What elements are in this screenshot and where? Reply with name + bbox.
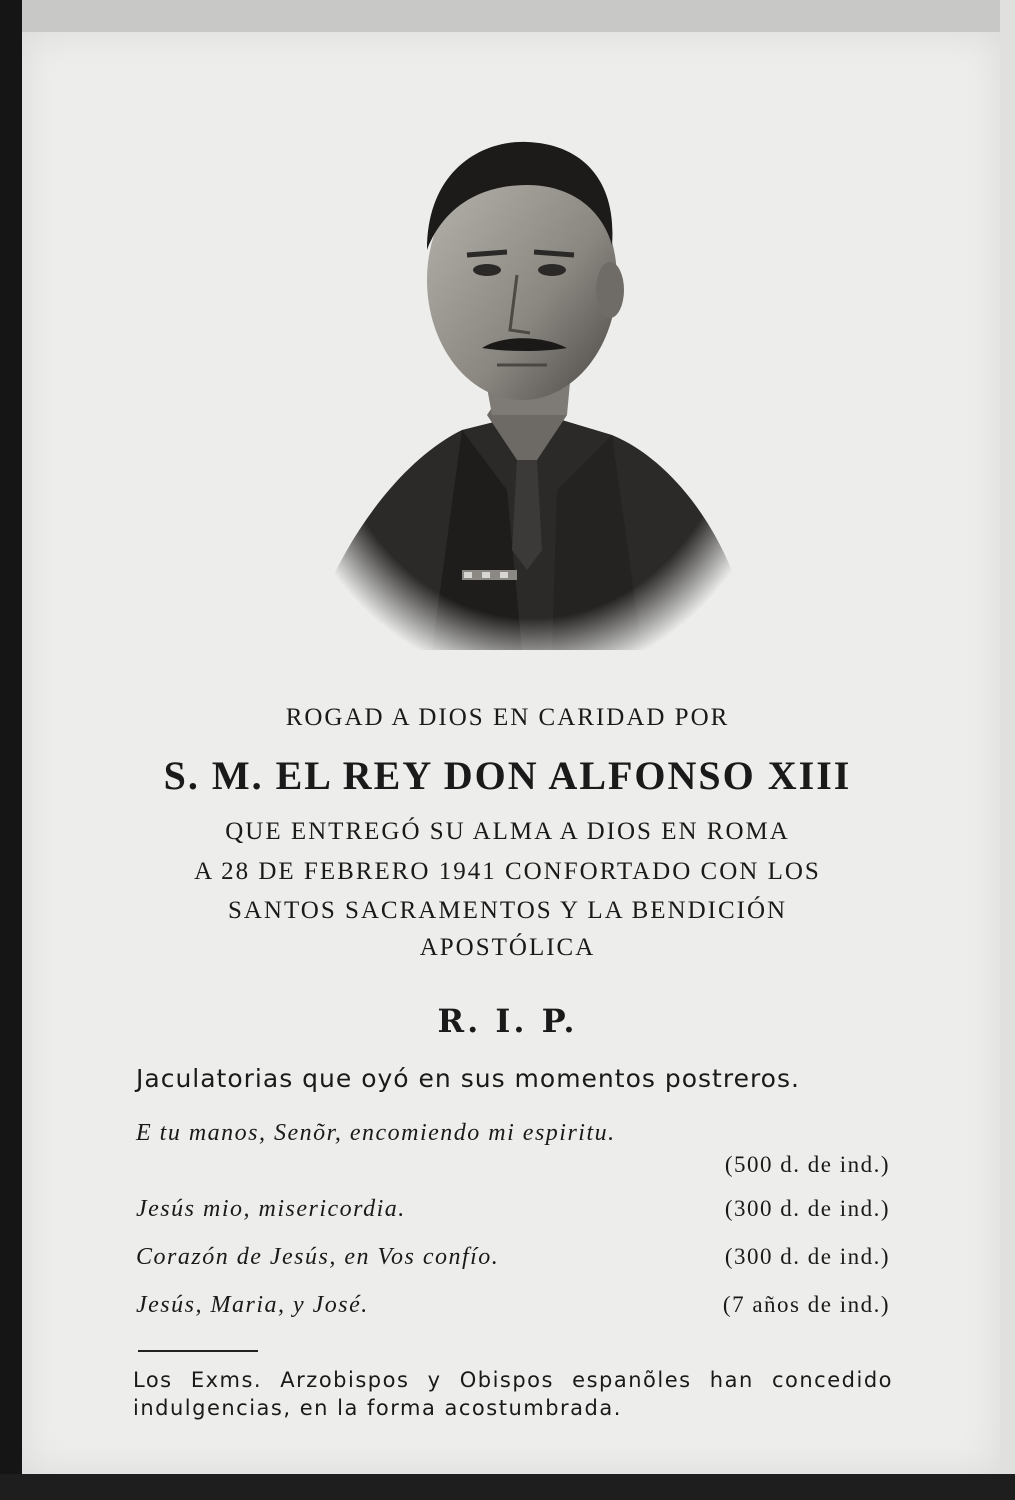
scan-left-edge — [0, 0, 22, 1500]
deceased-name: S. M. EL REY DON ALFONSO XIII — [163, 753, 852, 798]
jaculatorias-title: Jaculatorias que oyó en sus momentos postreros. — [136, 1064, 800, 1093]
prayer-2-text: Jesús mio, misericordia. — [136, 1196, 406, 1222]
scan-right-edge — [1000, 0, 1015, 1500]
death-line-1: QUE ENTREGÓ SU ALMA A DIOS EN ROMA — [225, 818, 790, 845]
prayer-3-indulgence: (300 d. de ind.) — [724, 1244, 890, 1269]
death-line-4: APOSTÓLICA — [419, 934, 596, 961]
scan-top-edge — [0, 0, 1015, 32]
rip-label: R. I. P. — [437, 1002, 578, 1040]
prayer-3-text: Corazón de Jesús, en Vos confío. — [136, 1244, 500, 1270]
prayer-1-text: E tu manos, Senõr, encomiendo mi espiritu. — [136, 1120, 616, 1146]
prayer-1-indulgence: (500 d. de ind.) — [724, 1152, 890, 1177]
death-line-2: A 28 DE FEBRERO 1941 CONFORTADO CON LOS — [194, 858, 821, 885]
scan-bottom-edge — [0, 1474, 1015, 1500]
footnote-divider — [138, 1350, 258, 1352]
death-line-3: SANTOS SACRAMENTOS Y LA BENDICIÓN — [227, 897, 788, 924]
request-heading: ROGAD A DIOS EN CARIDAD POR — [285, 704, 730, 731]
prayer-4-indulgence: (7 años de ind.) — [722, 1292, 890, 1317]
footnote: Los Exms. Arzobispos y Obispos espanõles han concedido indulgencias, en la forma acostumbrada. — [133, 1368, 893, 1420]
prayer-2-indulgence: (300 d. de ind.) — [724, 1196, 890, 1221]
portrait-photo — [312, 130, 752, 655]
prayer-4-text: Jesús, Maria, y José. — [136, 1292, 369, 1318]
